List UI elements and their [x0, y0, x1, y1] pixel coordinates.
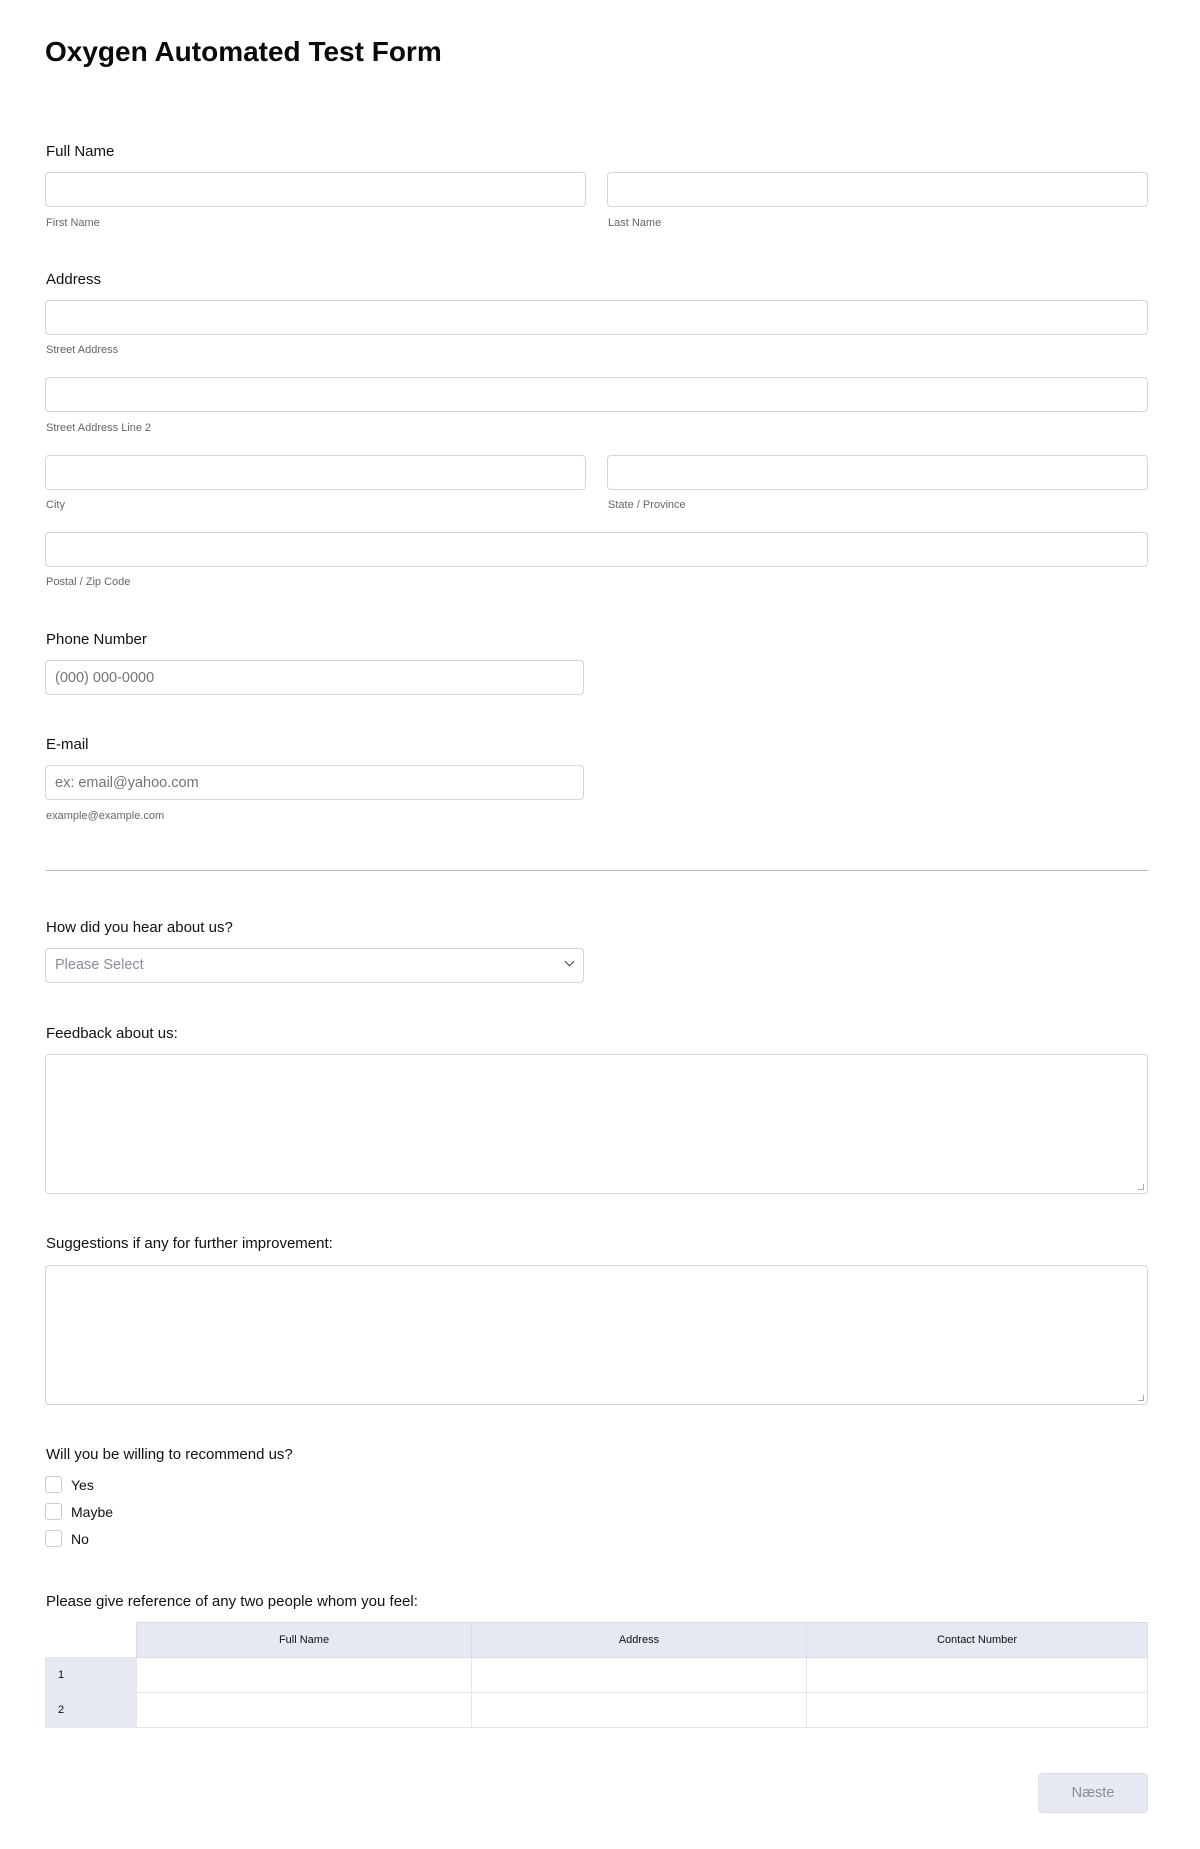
email-label: E-mail: [46, 736, 89, 753]
suggestions-textarea[interactable]: [45, 1265, 1148, 1405]
feedback-textarea[interactable]: [45, 1054, 1148, 1194]
divider: [45, 870, 1148, 871]
table-row: [46, 1693, 1148, 1728]
table-cell-input[interactable]: [472, 1693, 807, 1728]
phone-input[interactable]: [45, 660, 584, 695]
column-header-full-name: Full Name: [137, 1623, 472, 1658]
table-cell-input[interactable]: [472, 1658, 807, 1693]
checkbox-no-label: No: [71, 1531, 89, 1547]
street-address-input[interactable]: [45, 300, 1148, 335]
reference-table: [45, 1622, 1148, 1728]
first-name-input[interactable]: [45, 172, 586, 207]
column-header-contact-number: Contact Number: [807, 1623, 1148, 1658]
next-button[interactable]: Næste: [1038, 1773, 1148, 1813]
table-row: [46, 1658, 1148, 1693]
state-input[interactable]: [607, 455, 1148, 490]
street-address-line2-input[interactable]: [45, 377, 1148, 412]
checkbox-maybe-label: Maybe: [71, 1504, 114, 1520]
hear-select[interactable]: [45, 948, 584, 983]
row-header: 1: [46, 1658, 137, 1693]
full-name-label: Full Name: [46, 143, 115, 160]
last-name-input[interactable]: [607, 172, 1148, 207]
phone-label: Phone Number: [46, 631, 147, 648]
suggestions-label: Suggestions if any for further improvement:: [46, 1235, 333, 1252]
hear-select-value: Please Select: [55, 957, 144, 973]
first-name-sublabel: First Name: [46, 217, 100, 229]
hear-label: How did you hear about us?: [46, 919, 233, 936]
row-header: 2: [46, 1693, 137, 1728]
checkbox-maybe[interactable]: [45, 1503, 62, 1520]
street-address-line2-sublabel: Street Address Line 2: [46, 422, 152, 434]
page-title: Oxygen Automated Test Form: [45, 36, 442, 67]
address-label: Address: [46, 271, 102, 288]
checkbox-yes-label: Yes: [71, 1477, 94, 1493]
chevron-down-icon: [565, 957, 575, 967]
feedback-label: Feedback about us:: [46, 1025, 178, 1042]
table-corner: [46, 1623, 137, 1658]
checkbox-yes[interactable]: [45, 1476, 62, 1493]
postal-code-sublabel: Postal / Zip Code: [46, 576, 131, 588]
table-cell-input[interactable]: [137, 1693, 472, 1728]
street-address-sublabel: Street Address: [46, 344, 119, 356]
last-name-sublabel: Last Name: [608, 217, 662, 229]
state-sublabel: State / Province: [608, 499, 686, 511]
table-cell-input[interactable]: [137, 1658, 472, 1693]
city-input[interactable]: [45, 455, 586, 490]
reference-label: Please give reference of any two people whom you feel:: [46, 1593, 418, 1610]
table-header-row: [46, 1623, 1148, 1658]
city-sublabel: City: [46, 499, 65, 511]
column-header-address: Address: [472, 1623, 807, 1658]
table-cell-input[interactable]: [807, 1693, 1148, 1728]
postal-code-input[interactable]: [45, 532, 1148, 567]
email-input[interactable]: [45, 765, 584, 800]
table-cell-input[interactable]: [807, 1658, 1148, 1693]
recommend-label: Will you be willing to recommend us?: [46, 1446, 293, 1463]
checkbox-no[interactable]: [45, 1530, 62, 1547]
email-sublabel: example@example.com: [46, 810, 165, 822]
